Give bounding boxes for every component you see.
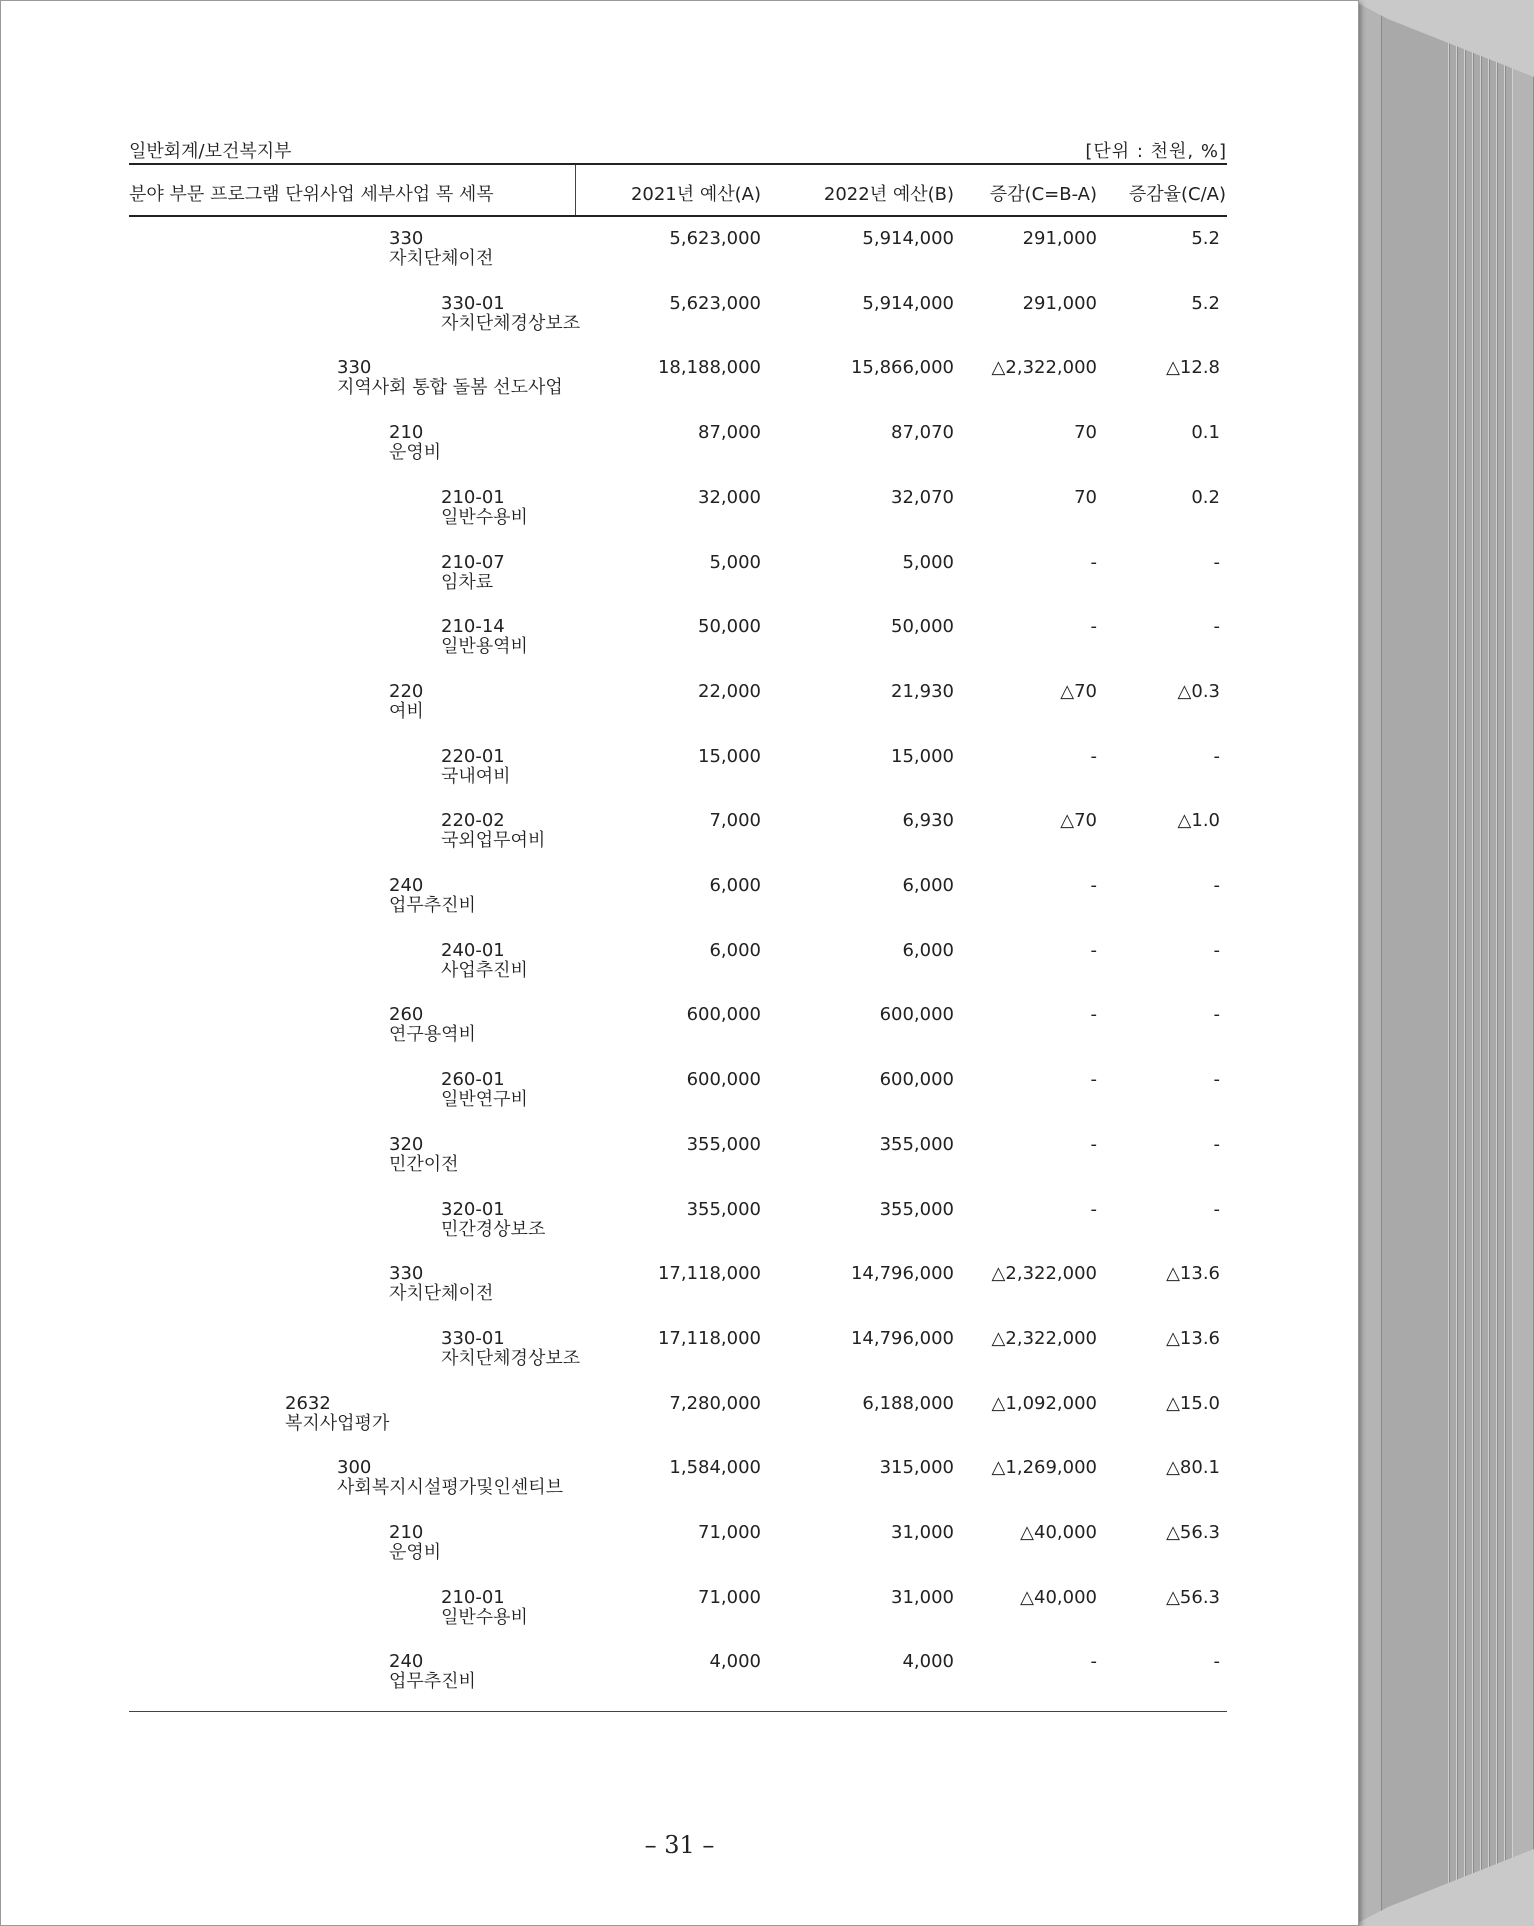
column-header-change: 증감(C=B-A) [989, 184, 1097, 205]
budget-2022-cell: 600,000 [879, 1004, 954, 1025]
item-code: 220-02 [441, 810, 505, 831]
budget-2022-cell: 32,070 [891, 487, 954, 508]
item-code: 210-14 [441, 616, 505, 637]
budget-2021-cell: 5,623,000 [669, 293, 761, 314]
budget-2022-cell: 315,000 [879, 1457, 954, 1478]
item-name: 운영비 [389, 1542, 442, 1563]
change-rate-cell: - [1213, 875, 1220, 896]
column-header-rule [129, 215, 1227, 217]
budget-2021-cell: 5,623,000 [669, 228, 761, 249]
budget-2022-cell: 6,000 [902, 875, 954, 896]
item-code: 210 [389, 422, 424, 443]
change-cell: - [1090, 746, 1097, 767]
page-number: – 31 – [644, 1831, 715, 1859]
change-rate-cell: 5.2 [1191, 228, 1220, 249]
change-cell: 70 [1074, 487, 1097, 508]
budget-2022-cell: 5,914,000 [862, 228, 954, 249]
budget-2022-cell: 355,000 [879, 1199, 954, 1220]
budget-2021-cell: 5,000 [709, 552, 761, 573]
change-cell: △40,000 [1020, 1587, 1097, 1608]
budget-2021-cell: 6,000 [709, 940, 761, 961]
change-rate-cell: - [1213, 1199, 1220, 1220]
item-code: 330-01 [441, 1328, 505, 1349]
table-row [1, 811, 1358, 863]
budget-2021-cell: 71,000 [698, 1522, 761, 1543]
change-cell: 291,000 [1022, 293, 1097, 314]
column-header-2021-budget: 2021년 예산(A) [630, 184, 761, 205]
item-name: 여비 [389, 701, 424, 722]
budget-2022-cell: 6,930 [902, 810, 954, 831]
item-code: 220-01 [441, 746, 505, 767]
item-code: 260 [389, 1004, 424, 1025]
budget-2021-cell: 71,000 [698, 1587, 761, 1608]
change-cell: 70 [1074, 422, 1097, 443]
item-code: 330-01 [441, 293, 505, 314]
change-rate-cell: △56.3 [1166, 1522, 1220, 1543]
change-rate-cell: - [1213, 1004, 1220, 1025]
item-name: 자치단체이전 [389, 1283, 494, 1304]
table-row [1, 1588, 1358, 1640]
change-cell: - [1090, 552, 1097, 573]
budget-2021-cell: 50,000 [698, 616, 761, 637]
table-row [1, 229, 1358, 281]
table-row [1, 941, 1358, 993]
header-unit: [단위 : 천원, %] [1085, 141, 1227, 162]
table-top-rule [129, 163, 1227, 165]
table-row [1, 1394, 1358, 1446]
change-cell: △70 [1060, 810, 1097, 831]
budget-2021-cell: 1,584,000 [669, 1457, 761, 1478]
table-row [1, 1458, 1358, 1510]
budget-2021-cell: 6,000 [709, 875, 761, 896]
item-name: 자치단체경상보조 [441, 1348, 581, 1369]
change-cell: △40,000 [1020, 1522, 1097, 1543]
item-name: 일반용역비 [441, 636, 528, 657]
item-name: 일반수용비 [441, 507, 528, 528]
budget-2021-cell: 87,000 [698, 422, 761, 443]
change-cell: - [1090, 1004, 1097, 1025]
table-row [1, 553, 1358, 605]
budget-2022-cell: 50,000 [891, 616, 954, 637]
change-cell: △1,092,000 [991, 1393, 1097, 1414]
budget-2022-cell: 21,930 [891, 681, 954, 702]
item-code: 220 [389, 681, 424, 702]
change-rate-cell: - [1213, 1134, 1220, 1155]
change-rate-cell: △0.3 [1177, 681, 1220, 702]
item-name: 국외업무여비 [441, 830, 546, 851]
item-code: 210-07 [441, 552, 505, 573]
budget-2021-cell: 7,280,000 [669, 1393, 761, 1414]
header-ministry: 일반회계/보건복지부 [129, 141, 292, 162]
item-code: 240 [389, 875, 424, 896]
change-rate-cell: 0.1 [1191, 422, 1220, 443]
change-cell: - [1090, 940, 1097, 961]
budget-2022-cell: 600,000 [879, 1069, 954, 1090]
item-code: 330 [389, 1263, 424, 1284]
item-code: 2632 [285, 1393, 331, 1414]
item-name: 사회복지시설평가및인센티브 [337, 1477, 564, 1498]
budget-2021-cell: 355,000 [686, 1199, 761, 1220]
change-cell: △70 [1060, 681, 1097, 702]
table-row [1, 423, 1358, 475]
item-name: 자치단체경상보조 [441, 313, 581, 334]
budget-2021-cell: 7,000 [709, 810, 761, 831]
change-rate-cell: △13.6 [1166, 1263, 1220, 1284]
item-name: 임차료 [441, 572, 494, 593]
budget-2022-cell: 31,000 [891, 1522, 954, 1543]
table-row [1, 1523, 1358, 1575]
change-cell: △2,322,000 [991, 357, 1097, 378]
change-cell: △2,322,000 [991, 1328, 1097, 1349]
item-code: 320 [389, 1134, 424, 1155]
budget-2022-cell: 355,000 [879, 1134, 954, 1155]
item-name: 업무추진비 [389, 895, 476, 916]
change-cell: - [1090, 875, 1097, 896]
table-row [1, 1005, 1358, 1057]
item-name: 업무추진비 [389, 1671, 476, 1692]
item-name: 일반연구비 [441, 1089, 528, 1110]
table-bottom-rule [129, 1711, 1227, 1712]
table-row [1, 1329, 1358, 1381]
budget-2022-cell: 4,000 [902, 1651, 954, 1672]
column-header-divider [575, 165, 576, 216]
table-row [1, 1200, 1358, 1252]
table-row [1, 1135, 1358, 1187]
budget-2021-cell: 355,000 [686, 1134, 761, 1155]
budget-2021-cell: 22,000 [698, 681, 761, 702]
budget-2021-cell: 17,118,000 [657, 1328, 761, 1349]
change-rate-cell: - [1213, 552, 1220, 573]
table-row [1, 488, 1358, 540]
change-cell: - [1090, 1134, 1097, 1155]
table-row [1, 294, 1358, 346]
change-rate-cell: 0.2 [1191, 487, 1220, 508]
table-row [1, 1652, 1358, 1704]
change-rate-cell: - [1213, 1069, 1220, 1090]
change-rate-cell: △15.0 [1166, 1393, 1220, 1414]
budget-2021-cell: 15,000 [698, 746, 761, 767]
change-rate-cell: - [1213, 616, 1220, 637]
column-header-2022-budget: 2022년 예산(B) [823, 184, 954, 205]
item-name: 사업추진비 [441, 960, 528, 981]
budget-2021-cell: 600,000 [686, 1004, 761, 1025]
item-name: 민간이전 [389, 1154, 459, 1175]
table-row [1, 358, 1358, 410]
budget-2022-cell: 5,000 [902, 552, 954, 573]
change-cell: - [1090, 1069, 1097, 1090]
table-row [1, 747, 1358, 799]
column-header-change-rate: 증감율(C/A) [1128, 184, 1226, 205]
budget-2021-cell: 4,000 [709, 1651, 761, 1672]
item-code: 300 [337, 1457, 372, 1478]
change-rate-cell: △12.8 [1166, 357, 1220, 378]
item-name: 연구용역비 [389, 1024, 476, 1045]
change-rate-cell: △13.6 [1166, 1328, 1220, 1349]
budget-2022-cell: 15,866,000 [850, 357, 954, 378]
item-code: 240 [389, 1651, 424, 1672]
budget-2021-cell: 18,188,000 [657, 357, 761, 378]
table-row [1, 876, 1358, 928]
book-page-edges [1352, 0, 1534, 1926]
budget-2022-cell: 14,796,000 [850, 1328, 954, 1349]
change-cell: - [1090, 1651, 1097, 1672]
item-name: 복지사업평가 [285, 1413, 390, 1434]
item-name: 자치단체이전 [389, 248, 494, 269]
budget-2022-cell: 14,796,000 [850, 1263, 954, 1284]
change-rate-cell: △56.3 [1166, 1587, 1220, 1608]
item-name: 국내여비 [441, 766, 511, 787]
item-code: 320-01 [441, 1199, 505, 1220]
item-code: 210-01 [441, 1587, 505, 1608]
budget-2022-cell: 87,070 [891, 422, 954, 443]
item-code: 240-01 [441, 940, 505, 961]
change-rate-cell: 5.2 [1191, 293, 1220, 314]
table-row [1, 682, 1358, 734]
change-cell: - [1090, 616, 1097, 637]
budget-2022-cell: 31,000 [891, 1587, 954, 1608]
change-rate-cell: - [1213, 1651, 1220, 1672]
change-cell: △2,322,000 [991, 1263, 1097, 1284]
item-code: 330 [337, 357, 372, 378]
budget-2022-cell: 6,188,000 [862, 1393, 954, 1414]
table-row [1, 1070, 1358, 1122]
change-rate-cell: △1.0 [1177, 810, 1220, 831]
change-rate-cell: △80.1 [1166, 1457, 1220, 1478]
budget-2021-cell: 17,118,000 [657, 1263, 761, 1284]
budget-2021-cell: 32,000 [698, 487, 761, 508]
item-code: 210 [389, 1522, 424, 1543]
column-header-category: 분야 부문 프로그램 단위사업 세부사업 목 세목 [129, 184, 494, 205]
item-name: 운영비 [389, 442, 442, 463]
table-row [1, 1264, 1358, 1316]
item-code: 210-01 [441, 487, 505, 508]
change-cell: 291,000 [1022, 228, 1097, 249]
item-name: 민간경상보조 [441, 1219, 546, 1240]
budget-2021-cell: 600,000 [686, 1069, 761, 1090]
budget-2022-cell: 6,000 [902, 940, 954, 961]
item-code: 330 [389, 228, 424, 249]
item-name: 지역사회 통합 돌봄 선도사업 [337, 377, 563, 398]
change-rate-cell: - [1213, 940, 1220, 961]
change-cell: △1,269,000 [991, 1457, 1097, 1478]
budget-2022-cell: 15,000 [891, 746, 954, 767]
change-cell: - [1090, 1199, 1097, 1220]
change-rate-cell: - [1213, 746, 1220, 767]
budget-2022-cell: 5,914,000 [862, 293, 954, 314]
item-code: 260-01 [441, 1069, 505, 1090]
item-name: 일반수용비 [441, 1607, 528, 1628]
table-row [1, 617, 1358, 669]
